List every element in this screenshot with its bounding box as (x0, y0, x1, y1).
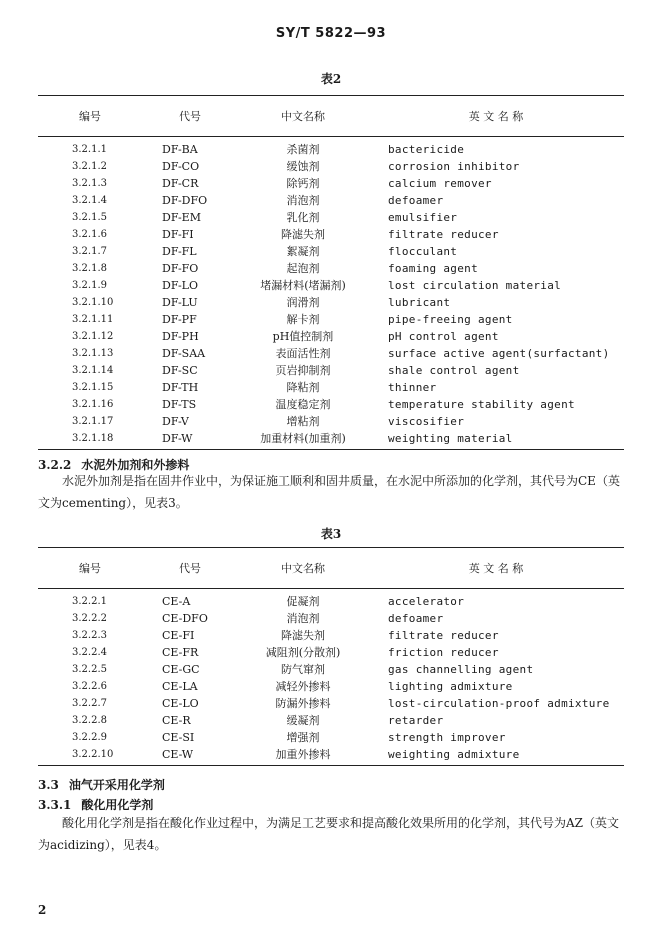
row-number: 3.2.1.15 (72, 382, 114, 393)
row-code: DF-EM (162, 211, 201, 224)
row-english-name: filtrate reducer (388, 228, 499, 241)
row-chinese-name: 减阻剂(分散剂) (265, 646, 341, 659)
row-english-name: retarder (388, 714, 444, 727)
row-chinese-name: 缓蚀剂 (286, 160, 320, 173)
row-english-name: flocculant (388, 245, 458, 258)
row-english-name: defoamer (388, 194, 444, 207)
row-english-name: weighting material (368, 430, 624, 450)
col-header-number: 编号 (38, 96, 142, 137)
row-chinese-name: 温度稳定剂 (275, 398, 331, 411)
row-number: 3.2.1.13 (72, 348, 114, 359)
section-3-3-1-paragraph (38, 812, 628, 856)
row-number: 3.2.1.9 (72, 280, 107, 291)
row-chinese-name: 促凝剂 (286, 595, 320, 608)
row-chinese-name: 解卡剂 (286, 313, 320, 326)
row-number: 3.2.1.3 (72, 178, 107, 189)
section-number: 3.2.2 (38, 458, 72, 472)
table-row (38, 362, 624, 379)
table-row (38, 209, 624, 226)
row-english-name: emulsifier (388, 211, 458, 224)
table-row (38, 260, 624, 277)
row-code: CE-LA (162, 680, 198, 693)
table3 (38, 547, 624, 766)
table-row (38, 746, 624, 766)
row-number: 3.2.1.8 (72, 263, 107, 274)
row-chinese-name: 堵漏材料(堵漏剂) (260, 279, 346, 292)
row-chinese-name: 杀菌剂 (286, 143, 320, 156)
row-code: DF-DFO (162, 194, 208, 207)
row-english-name: foaming agent (388, 262, 478, 275)
row-code: DF-PH (162, 330, 199, 343)
table-row (38, 430, 624, 450)
row-english-name: lubricant (388, 296, 451, 309)
row-english-name: accelerator (388, 595, 465, 608)
row-number: 3.2.1.12 (72, 331, 114, 342)
row-chinese-name: 乳化剂 (286, 211, 320, 224)
table-row (38, 137, 624, 159)
page-number: 2 (38, 903, 47, 917)
row-code: DF-LO (162, 279, 198, 292)
table-row (38, 311, 624, 328)
row-chinese-name: 加重外掺料 (238, 746, 368, 766)
table3-header-row (38, 548, 624, 589)
row-code: DF-CR (162, 177, 199, 190)
table-row (38, 175, 624, 192)
row-chinese-name: 页岩抑制剂 (275, 364, 331, 377)
row-number: 3.2.1.4 (72, 195, 107, 206)
section-number: 3.3.1 (38, 798, 72, 812)
col-header-code: 代号 (142, 96, 238, 137)
row-english-name: corrosion inhibitor (388, 160, 520, 173)
row-number: 3.2.2.2 (72, 613, 107, 624)
row-number: 3.2.2.5 (72, 664, 107, 675)
row-chinese-name: 降粘剂 (286, 381, 320, 394)
row-english-name: viscosifier (388, 415, 465, 428)
row-number: 3.2.1.6 (72, 229, 107, 240)
row-english-name: temperature stability agent (388, 398, 575, 411)
row-chinese-name: 絮凝剂 (286, 245, 320, 258)
row-code: CE-FI (162, 629, 195, 642)
row-chinese-name: 降滤失剂 (281, 629, 325, 642)
row-english-name: friction reducer (388, 646, 499, 659)
row-english-name: lost-circulation-proof admixture (388, 697, 610, 710)
row-chinese-name: 降滤失剂 (281, 228, 325, 241)
row-code: DF-V (162, 415, 189, 428)
row-english-name: strength improver (388, 731, 506, 744)
row-english-name: surface active agent(surfactant) (388, 347, 610, 360)
row-english-name: lost circulation material (388, 279, 562, 292)
row-code: DF-CO (162, 160, 200, 173)
row-number: 3.2.2.4 (72, 647, 107, 658)
table-row (38, 345, 624, 362)
row-number: 3.2.1.10 (72, 297, 114, 308)
col-header-chinese-name: 中文名称 (238, 96, 368, 137)
row-number: 3.2.2.3 (72, 630, 107, 641)
row-english-name: filtrate reducer (388, 629, 499, 642)
row-code: DF-TS (162, 398, 197, 411)
table-row (38, 661, 624, 678)
table-row (38, 379, 624, 396)
row-code: DF-BA (162, 143, 198, 156)
row-chinese-name: 加重材料(加重剂) (238, 430, 368, 450)
row-chinese-name: 润滑剂 (286, 296, 320, 309)
row-number: 3.2.2.1 (72, 596, 107, 607)
row-english-name: defoamer (388, 612, 444, 625)
row-chinese-name: 除钙剂 (286, 177, 320, 190)
row-number: 3.2.1.14 (72, 365, 114, 376)
row-code: DF-PF (162, 313, 197, 326)
row-english-name: thinner (388, 381, 437, 394)
section-3-3-1-heading (38, 796, 163, 813)
table-row (38, 729, 624, 746)
row-number: 3.2.2.10 (38, 746, 142, 766)
row-code: CE-R (162, 714, 191, 727)
table-row (38, 192, 624, 209)
row-chinese-name: 起泡剂 (286, 262, 320, 275)
row-number: 3.2.2.7 (72, 698, 107, 709)
col-header-chinese-name: 中文名称 (238, 548, 368, 589)
row-number: 3.2.2.6 (72, 681, 107, 692)
row-number: 3.2.2.8 (72, 715, 107, 726)
table-row (38, 589, 624, 611)
section-title: 油气开采用化学剂 (68, 778, 165, 792)
row-number: 3.2.1.17 (72, 416, 114, 427)
row-number: 3.2.1.1 (72, 144, 107, 155)
paragraph-text: 水泥外加剂是指在固井作业中，为保证施工顺利和固井质量，在水泥中所添加的化学剂，其代号为CE（英文为cementing），见表3。 (38, 474, 620, 510)
row-code: CE-DFO (162, 612, 208, 625)
row-code: DF-FI (162, 228, 194, 241)
row-code: CE-FR (162, 646, 199, 659)
table2 (38, 95, 624, 450)
row-chinese-name: 消泡剂 (286, 612, 320, 625)
row-code: CE-GC (162, 663, 200, 676)
row-code: CE-A (162, 595, 191, 608)
row-chinese-name: 增强剂 (286, 731, 320, 744)
col-header-number: 编号 (38, 548, 142, 589)
row-code: DF-SAA (162, 347, 206, 360)
row-chinese-name: 防气窜剂 (281, 663, 325, 676)
table-row (38, 712, 624, 729)
table-row (38, 396, 624, 413)
section-number: 3.3 (38, 778, 59, 792)
section-title: 水泥外加剂和外掺料 (81, 458, 190, 472)
table3-caption: 表3 (320, 527, 342, 541)
section-title: 酸化用化学剂 (81, 798, 154, 812)
table-row (38, 243, 624, 260)
row-chinese-name: pH值控制剂 (272, 330, 334, 343)
document-header: SY/T 5822—93 (275, 26, 387, 41)
section-3-2-2-paragraph (38, 470, 628, 514)
table-row (38, 695, 624, 712)
row-english-name: pH control agent (388, 330, 499, 343)
row-code: DF-FL (162, 245, 197, 258)
col-header-code: 代号 (142, 548, 238, 589)
row-code: DF-SC (162, 364, 198, 377)
col-header-english-name: 英 文 名 称 (368, 548, 624, 589)
paragraph-text: 酸化用化学剂是指在酸化作业过程中，为满足工艺要求和提高酸化效果所用的化学剂，其代号为AZ（英文为acidizing），见表4。 (38, 816, 620, 852)
row-chinese-name: 缓凝剂 (286, 714, 320, 727)
row-number: 3.2.2.9 (72, 732, 107, 743)
row-chinese-name: 表面活性剂 (275, 347, 331, 360)
row-code: DF-TH (162, 381, 199, 394)
row-english-name: shale control agent (388, 364, 520, 377)
table2-header-row (38, 96, 624, 137)
row-code: CE-W (142, 746, 238, 766)
row-english-name: weighting admixture (368, 746, 624, 766)
row-number: 3.2.1.5 (72, 212, 107, 223)
row-chinese-name: 消泡剂 (286, 194, 320, 207)
table-row (38, 678, 624, 695)
col-header-english-name: 英 文 名 称 (368, 96, 624, 137)
table-row (38, 328, 624, 345)
row-code: DF-W (142, 430, 238, 450)
row-number: 3.2.1.2 (72, 161, 107, 172)
section-3-3-heading (38, 776, 175, 793)
table2-caption: 表2 (320, 72, 342, 86)
row-chinese-name: 增粘剂 (286, 415, 320, 428)
row-chinese-name: 防漏外掺料 (275, 697, 331, 710)
row-number: 3.2.1.7 (72, 246, 107, 257)
row-code: DF-FO (162, 262, 199, 275)
row-number: 3.2.1.18 (38, 430, 142, 450)
row-english-name: bactericide (388, 143, 465, 156)
row-chinese-name: 减轻外掺料 (275, 680, 331, 693)
table-row (38, 644, 624, 661)
row-code: CE-SI (162, 731, 195, 744)
row-number: 3.2.1.16 (72, 399, 114, 410)
row-english-name: gas channelling agent (388, 663, 534, 676)
row-code: DF-LU (162, 296, 198, 309)
row-number: 3.2.1.11 (72, 314, 114, 325)
row-english-name: calcium remover (388, 177, 492, 190)
row-code: CE-LO (162, 697, 199, 710)
table-row (38, 277, 624, 294)
row-english-name: pipe-freeing agent (388, 313, 513, 326)
row-english-name: lighting admixture (388, 680, 513, 693)
table-row (38, 294, 624, 311)
table-row (38, 627, 624, 644)
table-row (38, 413, 624, 430)
table-row (38, 226, 624, 243)
table-row (38, 610, 624, 627)
table-row (38, 158, 624, 175)
